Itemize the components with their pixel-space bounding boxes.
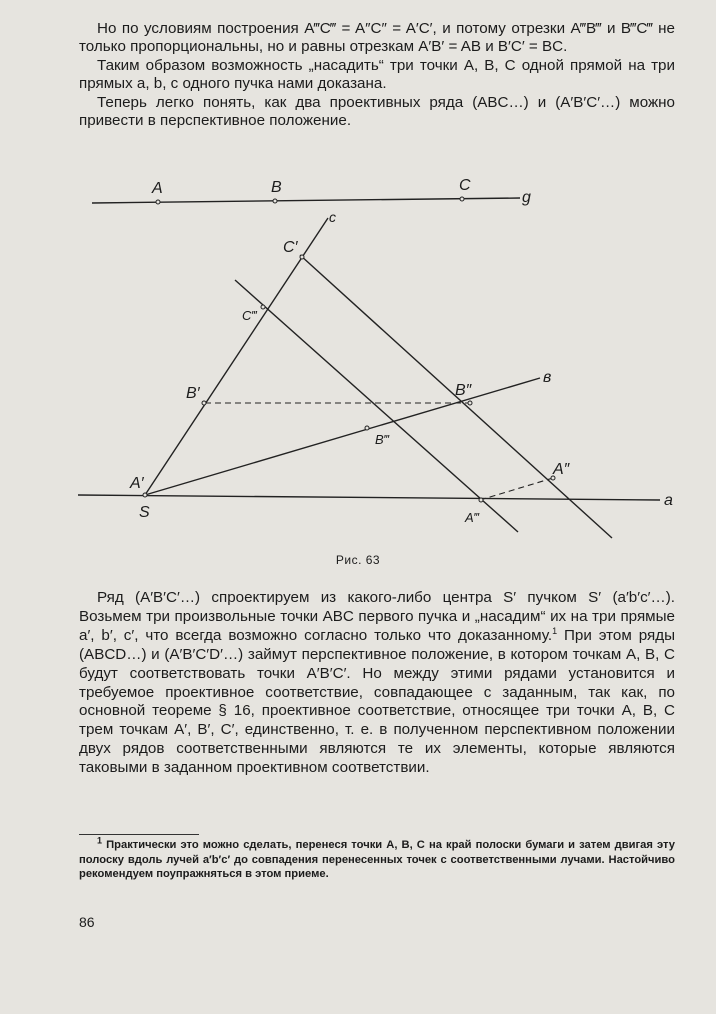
footnote: [79, 835, 676, 882]
point-C: [460, 197, 464, 201]
paragraph-4-part-1: Ряд (A′B′C′…) спроектируем из какого-либо центра S′ пучком S′ (a′b′c′…). Возьмем три произвольные точки ABC первого пучка и „насадим“ их на три прямые a′, b′, c′, что всегда возможно согласно только что доказанному.: [79, 589, 675, 644]
line-a: [78, 495, 660, 500]
label-g: g: [522, 189, 531, 206]
label-c: c: [329, 209, 336, 225]
point-A: [156, 200, 160, 204]
line-c3-a3: [235, 280, 518, 532]
label-A: A: [152, 180, 163, 197]
paragraph-3: Теперь легко понять, как два проективных ряда (ABC…) и (A′B′C′…) можно привести в перспективное положение.: [79, 93, 675, 130]
point-B3: [365, 426, 369, 430]
figure-63: [0, 160, 716, 555]
point-A3: [479, 498, 483, 502]
line-c: [145, 218, 328, 495]
top-text-block: [79, 20, 675, 130]
page-number: 86: [79, 914, 95, 930]
label-A3: A‴: [465, 510, 479, 525]
label-C: C: [459, 177, 471, 194]
paragraph-4: [79, 589, 675, 778]
point-C1: [300, 255, 304, 259]
point-C3: [261, 305, 265, 309]
point-A1: [143, 493, 147, 497]
point-B2: [468, 401, 472, 405]
label-C3: C‴: [242, 308, 256, 323]
label-b: в: [543, 369, 552, 386]
point-B: [273, 199, 277, 203]
label-A1: A′: [130, 475, 144, 492]
label-A2: A″: [553, 461, 570, 478]
paragraph-4-part-2: При этом ряды (ABCD…) и (A′B′C′D′…) займут перспективное положение, в котором точкам A, B, C будут соответствовать точки A′B′C′. Но между этими рядами установится и требуемое проективное соответствие, совпадающее с заданным, так как, по основной теореме § 16, проективное соответствие, относящее три точки A, B, C трем точкам A′, B′, C′, единственно, т. е. в полученном перспективном положении двух рядов соответственными являются те их элементы, которые являются таковыми в заданном проективном соответствии.: [79, 626, 675, 777]
line-b: [145, 378, 540, 495]
footnote-number: 1: [97, 835, 103, 846]
label-B2: B″: [455, 382, 472, 399]
label-B: B: [271, 179, 282, 196]
paragraph-2: Таким образом возможность „насадить“ три точки A, B, C одной прямой на три прямых a, b, c одного пучка нами доказана.: [79, 56, 675, 93]
label-a: a: [664, 492, 673, 509]
dashed-a3-a2: [480, 478, 553, 500]
label-C1: C′: [283, 239, 298, 256]
footnote-reference: 1: [552, 625, 558, 636]
label-S: S: [139, 504, 150, 521]
figure-caption: Рис. 63: [335, 553, 381, 567]
footnote-paragraph: [79, 835, 676, 882]
label-B1: B′: [186, 385, 200, 402]
footnote-text: Практически это можно сделать, перенеся точки A, B, C на край полоски бумаги и затем двигая эту полоску вдоль лучей a′b′c′ до совпадения перенесенных точек с соответственными лучами. Настойчиво рекомендуем поупражняться в этом приеме.: [79, 839, 676, 881]
geometry-diagram: [0, 160, 716, 555]
point-B1: [202, 401, 206, 405]
label-B3: B‴: [375, 432, 389, 447]
body-text-block: [79, 589, 675, 778]
paragraph-1: Но по условиям построения A‴C‴ = A″C″ = A′C′, и потому отрезки A‴B‴ и B‴C‴ не только пропорциональны, но и равны отрезкам A′B′ = AB и B′C′ = BC.: [79, 20, 675, 56]
